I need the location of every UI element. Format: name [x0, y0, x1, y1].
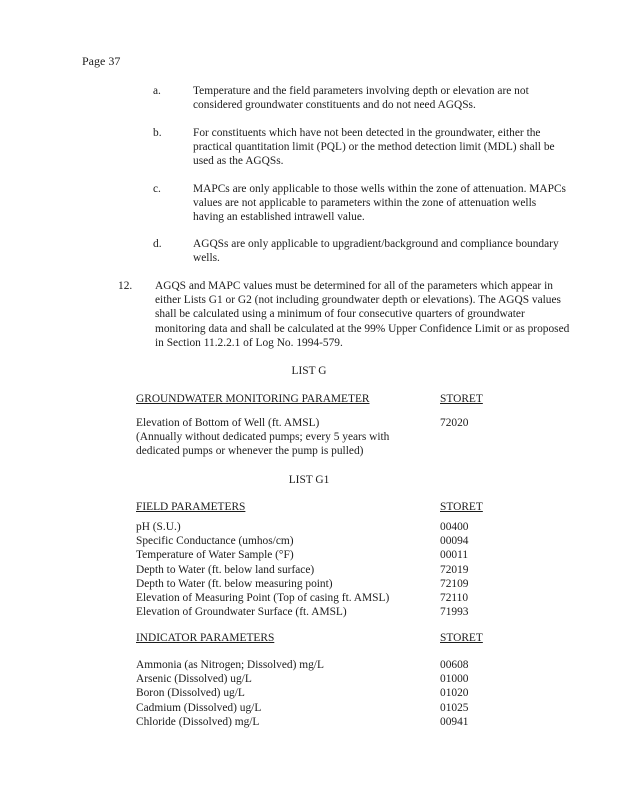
table-row: Cadmium (Dissolved) ug/L	[136, 701, 262, 714]
storet-code: 71993	[440, 606, 469, 619]
storet-code: 72109	[440, 577, 469, 590]
storet-header: STORET	[440, 501, 483, 513]
table-row: Arsenic (Dissolved) ug/L	[136, 673, 252, 686]
storet-code: 00400	[440, 521, 469, 533]
storet-header: STORET	[440, 632, 483, 644]
sub-item-text: Temperature and the field parameters involving depth or elevation are not considered groundwater constituents and do not need AGQSs.	[193, 85, 529, 112]
item-text: AGQS and MAPC values must be determined for all of the parameters which appear in either Lists G1 or G2 (not including groundwater depth or elevations). The AGQS values shall be calculated using a minimum of four consecutive quarters of groundwater monitoring data and shall be calculated at the 99% Upper Confidence Limit or as proposed in Section 11.2.2.1 of Log No. 1994-579.	[155, 280, 570, 349]
list-g-title: LIST G	[291, 365, 327, 377]
sub-item-text: AGQSs are only applicable to upgradient/background and compliance boundary wells.	[193, 238, 559, 265]
storet-code: 72019	[440, 563, 469, 576]
sub-item-letter: a.	[153, 85, 161, 97]
storet-code: 01025	[440, 701, 469, 714]
sub-item-text: For constituents which have not been detected in the groundwater, either the practical quantitation limit (PQL) or the method detection limit (MDL) shall be used as the AGQSs.	[193, 127, 555, 168]
table-row: Boron (Dissolved) ug/L	[136, 687, 245, 700]
storet-code: 00011	[440, 549, 469, 562]
table-row: Temperature of Water Sample (°F)	[136, 549, 294, 562]
page-number: Page 37	[82, 54, 121, 68]
item-number: 12.	[118, 280, 133, 292]
storet-code: 01000	[440, 673, 469, 686]
storet-code: 00608	[440, 659, 469, 671]
field-storet-list	[440, 520, 520, 619]
table-row: Depth to Water (ft. below measuring point)	[136, 577, 333, 590]
table-row: Chloride (Dissolved) mg/L	[136, 715, 260, 728]
sub-item-text: MAPCs are only applicable to those wells within the zone of attenuation. MAPCs values are not applicable to parameters within the zone of attenuation wells having an established intrawell value.	[193, 183, 566, 224]
table-row: Ammonia (as Nitrogen; Dissolved) mg/L	[136, 659, 324, 671]
indicator-storet-list	[440, 658, 520, 729]
list-g-storet: 72020	[440, 417, 469, 429]
field-parameters-header: FIELD PARAMETERS	[136, 501, 246, 513]
field-parameters-list	[136, 520, 436, 619]
list-g-param: Elevation of Bottom of Well (ft. AMSL)	[136, 417, 320, 429]
sub-item-letter: c.	[153, 183, 161, 195]
table-row: Specific Conductance (umhos/cm)	[136, 535, 294, 548]
indicator-parameters-list	[136, 658, 436, 729]
storet-code: 01020	[440, 687, 469, 700]
sub-item-letter: d.	[153, 238, 162, 250]
storet-header: STORET	[440, 393, 483, 405]
list-g1-title: LIST G1	[288, 474, 330, 486]
list-g-note: (Annually without dedicated pumps; every 5 years with dedicated pumps or whenever the pump is pulled)	[136, 431, 390, 458]
table-row: Depth to Water (ft. below land surface)	[136, 563, 315, 576]
storet-code: 00094	[440, 535, 469, 548]
table-row: pH (S.U.)	[136, 521, 181, 533]
table-row: Elevation of Groundwater Surface (ft. AMSL)	[136, 606, 347, 619]
storet-code: 72110	[440, 591, 469, 604]
sub-item-letter: b.	[153, 127, 162, 139]
indicator-parameters-header: INDICATOR PARAMETERS	[136, 632, 275, 644]
table-row: Elevation of Measuring Point (Top of casing ft. AMSL)	[136, 591, 390, 604]
storet-code: 00941	[440, 715, 469, 728]
groundwater-monitoring-header: GROUNDWATER MONITORING PARAMETER	[136, 393, 370, 405]
